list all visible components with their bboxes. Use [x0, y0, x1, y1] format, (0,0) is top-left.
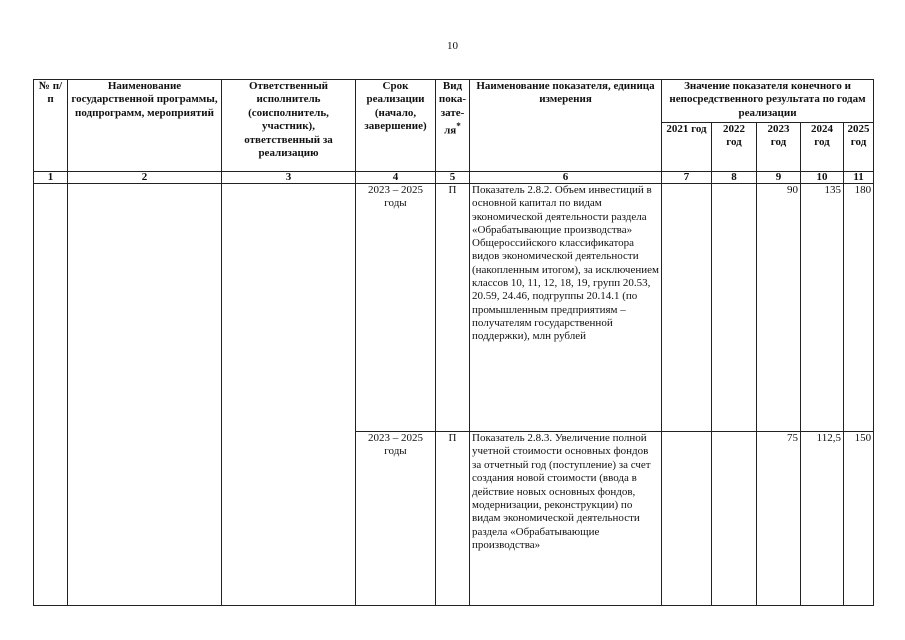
- cell-period: 2023 – 2025 годы: [356, 184, 436, 432]
- footnote-mark: *: [456, 121, 461, 132]
- cell-responsible: [222, 184, 356, 606]
- column-number: 3: [222, 172, 356, 184]
- column-number: 2: [68, 172, 222, 184]
- cell-indicator-type: П: [436, 432, 470, 606]
- column-numbers-row: [34, 172, 874, 184]
- header-period: Срок реализации (начало, завершение): [356, 80, 436, 172]
- column-number: 7: [662, 172, 712, 184]
- column-number: 8: [712, 172, 757, 184]
- cell-value-2023: 90: [757, 184, 801, 432]
- header-year-2022: 2022 год: [712, 123, 757, 172]
- cell-number: [34, 184, 68, 606]
- column-number: 11: [844, 172, 874, 184]
- table-row: [34, 184, 874, 432]
- cell-value-2021: [662, 432, 712, 606]
- header-year-2021: 2021 год: [662, 123, 712, 172]
- cell-indicator-type: П: [436, 184, 470, 432]
- cell-value-2024: 135: [801, 184, 844, 432]
- cell-period: 2023 – 2025 годы: [356, 432, 436, 606]
- cell-value-2025: 150: [844, 432, 874, 606]
- column-number: 1: [34, 172, 68, 184]
- cell-value-2025: 180: [844, 184, 874, 432]
- column-number: 9: [757, 172, 801, 184]
- header-year-2025: 2025 год: [844, 123, 874, 172]
- column-number: 5: [436, 172, 470, 184]
- column-number: 4: [356, 172, 436, 184]
- header-year-2024: 2024 год: [801, 123, 844, 172]
- header-year-2023: 2023 год: [757, 123, 801, 172]
- header-indicator-name: Наименование показателя, единица измерения: [470, 80, 662, 172]
- header-number: № п/п: [34, 80, 68, 172]
- cell-value-2022: [712, 184, 757, 432]
- cell-value-2024: 112,5: [801, 432, 844, 606]
- header-values-group: Значение показателя конечного и непосредственного результата по годам реализации: [662, 80, 874, 123]
- header-program-name: Наименование государственной программы, подпрограмм, мероприятий: [68, 80, 222, 172]
- page-number: 10: [447, 40, 458, 52]
- column-number: 10: [801, 172, 844, 184]
- cell-program-name: [68, 184, 222, 606]
- cell-value-2022: [712, 432, 757, 606]
- cell-indicator-name: Показатель 2.8.3. Увеличение полной учетной стоимости основных фондов за отчетный год (поступление) за счет создания новой стоимости (ввода в действие новых основных фондов, модернизации, реконструкции) по видам экономической деятельности раздела «Обрабатывающие производства»: [470, 432, 662, 606]
- cell-value-2021: [662, 184, 712, 432]
- header-responsible: Ответственный исполнитель (соисполнитель, участник), ответственный за реализацию: [222, 80, 356, 172]
- header-indicator-type-text: Вид пока- зате- ля: [438, 80, 467, 137]
- cell-indicator-name: Показатель 2.8.2. Объем инвестиций в основной капитал по видам экономической деятельности раздела «Обрабатывающие производства» Общероссийского классификатора видов экономической деятельности (накопленным итогом), за исключением классов 10, 11, 12, 18, 19, групп 20.53, 20.59, 24.46, подгруппы 20.14.1 (по промышленным предприятиям – получателям государственной поддержки), млн рублей: [470, 184, 662, 432]
- column-number: 6: [470, 172, 662, 184]
- header-indicator-type: [436, 80, 470, 172]
- cell-value-2023: 75: [757, 432, 801, 606]
- indicators-table: [33, 79, 874, 606]
